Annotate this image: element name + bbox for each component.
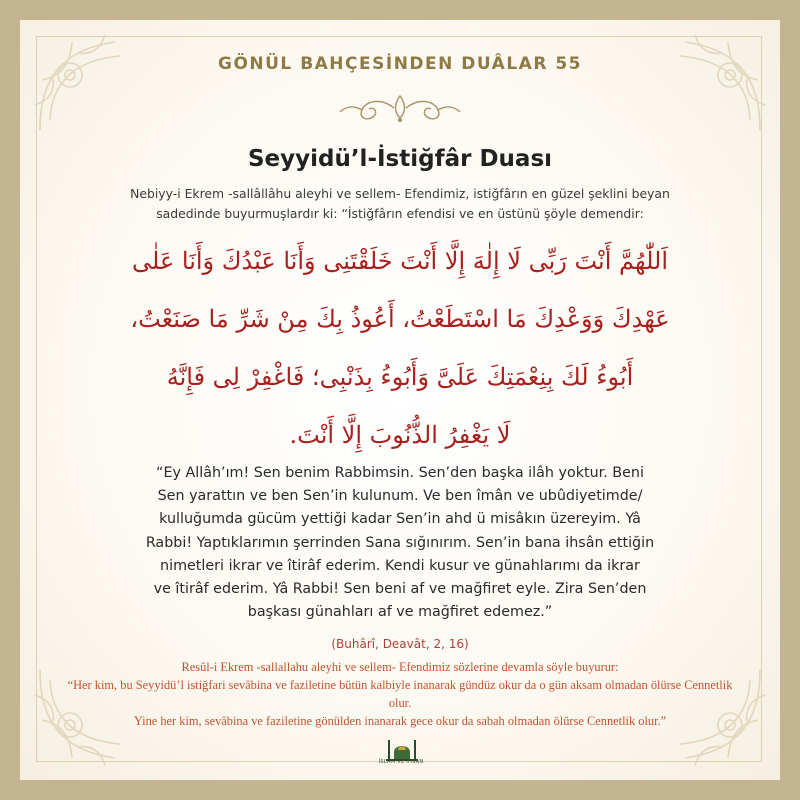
- arabic-dua: [70, 232, 730, 464]
- source-citation: (Buhârî, Deavât, 2, 16): [331, 637, 469, 651]
- translation-line: “Ey Allâh’ım! Sen benim Rabbimsin. Sen’den başka ilâh yoktur. Beni: [156, 465, 644, 481]
- hadith-line: Yine her kim, sevâbina ve faziletine gönülden inanarak gece okur da sabah olmadan ölürse Cennetlik olur.”: [133, 714, 667, 728]
- corner-ornament-icon: [20, 20, 140, 140]
- header-title: GÖNÜL BAHÇESİNDEN DUÂLAR 55: [218, 54, 582, 74]
- corner-ornament-icon: [660, 20, 780, 140]
- arabic-line: عَهْدِكَ وَوَعْدِكَ مَا اسْتَطَعْتُ، أَعُوذُ بِكَ مِنْ شَرِّ مَا صَنَعْتُ،: [130, 305, 670, 333]
- arabic-line: أَبُوءُ لَكَ بِنِعْمَتِكَ عَلَىَّ وَأَبُوءُ بِذَنْبِى؛ فَاغْفِرْ لِى فَإِنَّهُ: [166, 363, 634, 391]
- arabic-line: اَللّٰهُمَّ أَنْتَ رَبِّى لَا إِلٰهَ إِلَّا أَنْتَ خَلَقْتَنِى وَأَنَا عَبْدُكَ وَأَنَا عَلٰى: [132, 247, 668, 275]
- page-title: Seyyidü’l-İstiğfâr Duası: [247, 146, 553, 172]
- translation-line: Rabbi! Yaptıklarımın şerrinden Sana sığınırım. Sen’in bana ihsân ettiğin: [145, 534, 655, 551]
- turkish-translation: [100, 462, 700, 624]
- hadith-text: [60, 658, 740, 730]
- intro-line: Nebiyy-i Ekrem -sallâllâhu aleyhi ve sellem- Efendimiz, istiğfârın en güzel şeklini beyan: [130, 186, 670, 201]
- translation-line: Sen yarattın ve ben Sen’in kulunum. Ve ben îmân ve ubûdiyetimde/: [157, 488, 643, 505]
- hadith-line: Resûl-i Ekrem -sallallahu aleyhi ve sellem- Efendimiz sözlerine devamla söyle buyurur:: [181, 660, 619, 674]
- translation-line: ve îtirâf ederim. Yâ Rabbi! Sen beni af ve mağfiret eyle. Zira Sen’den: [153, 581, 647, 598]
- intro-line: sadedinde buyurmuşlardır ki: “İstiğfârın efendisi ve en üstünü şöyle demendir:: [156, 206, 644, 221]
- translation-line: kulluğumda gücüm yettiği kadar Sen’in ahd ü misâkın üzereyim. Yâ: [159, 511, 641, 528]
- hadith-line: “Her kim, bu Seyyidü’l istiğfari sevâbina ve faziletine bütün kalbiyle inanarak gündüz okur da o gün aksam olmadan ölürse Cennetlik olur.: [67, 678, 733, 710]
- arabic-line: لَا يَغْفِرُ الذُّنُوبَ إِلَّا أَنْتَ.: [289, 421, 511, 449]
- logo-text: İSLAM VE İHSAN: [378, 759, 424, 765]
- translation-line: nimetleri ikrar ve îtirâf ederim. Kendi kusur ve günahlarımı da ikrar: [160, 557, 640, 574]
- intro-text: [90, 184, 710, 224]
- translation-line: başkası günahları af ve mağfiret edemez.”: [247, 604, 553, 621]
- header-ornament-icon: [336, 90, 464, 124]
